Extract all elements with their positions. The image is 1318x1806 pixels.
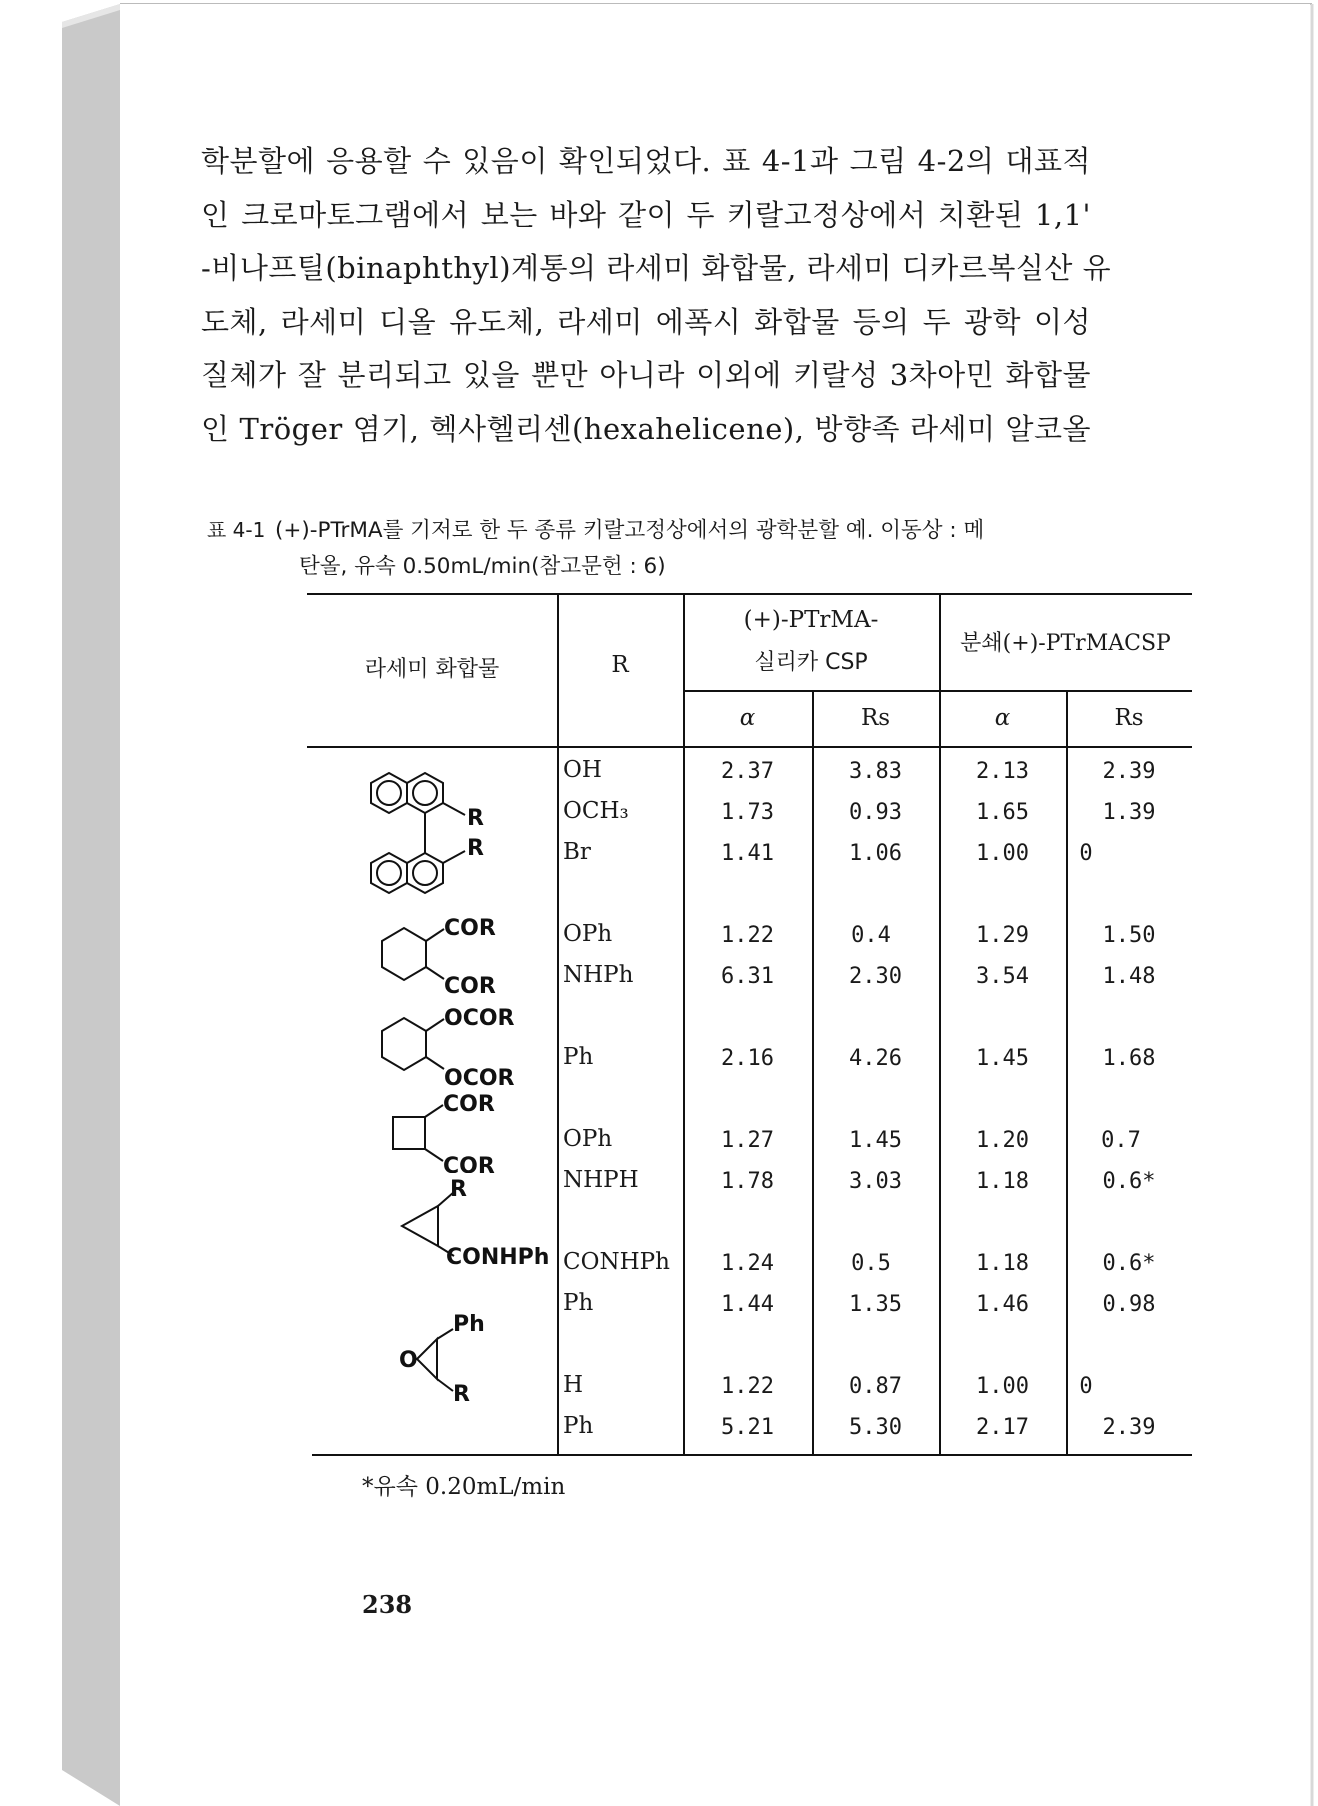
alpha2-cell: 2.13 <box>976 759 1029 784</box>
caption-line-2: 탄올, 유속 0.50mL/min(참고문헌 : 6) <box>299 554 666 579</box>
alpha2-cell: 2.17 <box>976 1415 1029 1440</box>
body-line: 인 크로마토그램에서 보는 바와 같이 두 키랄고정상에서 치환된 1,1' <box>201 197 1091 232</box>
alpha2-cell: 1.00 <box>976 841 1029 866</box>
r-cell: Ph <box>563 1413 594 1439</box>
r-cell: Ph <box>563 1044 594 1070</box>
structure-label: OCOR <box>444 1006 515 1031</box>
structure-label: R <box>467 806 484 831</box>
rs1-cell: 4.26 <box>849 1046 902 1071</box>
alpha1-cell: 1.44 <box>721 1292 774 1317</box>
alpha1-cell: 6.31 <box>721 964 774 989</box>
rs2-cell: 1.50 <box>1102 923 1156 948</box>
header-compound: 라세미 화합물 <box>364 657 500 682</box>
rs2-cell: 1.68 <box>1102 1046 1156 1071</box>
rs1-cell: 1.45 <box>849 1128 902 1153</box>
body-line: 도체, 라세미 디올 유도체, 라세미 에폭시 화합물 등의 두 광학 이성 <box>201 304 1091 339</box>
header-bottom-rule <box>307 746 1192 748</box>
alpha1-cell: 1.22 <box>721 1374 774 1399</box>
table-number: 표 4-1 <box>207 518 266 542</box>
structure-label: R <box>467 836 484 861</box>
alpha2-cell: 1.18 <box>976 1251 1029 1276</box>
alpha1-cell: 1.41 <box>721 841 774 866</box>
alpha2-cell: 1.18 <box>976 1169 1029 1194</box>
header-sub-rule <box>683 690 1192 692</box>
body-line: 학분할에 응용할 수 있음이 확인되었다. 표 4-1과 그림 4-2의 대표적 <box>201 144 1091 178</box>
structure-label: COR <box>443 1093 495 1117</box>
structure-label: R <box>453 1382 470 1407</box>
caption-line-1: (+)-PTrMA를 기저로 한 두 종류 키랄고정상에서의 광학분할 예. 이동상 : 메 <box>275 518 985 543</box>
table-bottom-rule <box>312 1454 1192 1456</box>
r-cell: OPh <box>563 1126 613 1152</box>
alpha1-cell: 1.24 <box>721 1251 774 1276</box>
table-footnote: *유속 0.20mL/min <box>362 1474 566 1500</box>
rs1-cell: 0.93 <box>849 800 902 825</box>
r-cell: OPh <box>563 921 613 947</box>
alpha1-cell: 2.37 <box>721 759 774 784</box>
alpha2-cell: 1.29 <box>976 923 1029 948</box>
rs1-cell: 0.5 <box>851 1251 891 1276</box>
body-paragraph <box>201 135 1112 456</box>
header-alpha: α <box>994 705 1011 731</box>
alpha2-cell: 1.20 <box>976 1128 1029 1153</box>
rs2-cell: 0.7 <box>1101 1128 1141 1153</box>
structure-label: R <box>450 1178 467 1202</box>
rs1-cell: 0.4 <box>851 923 891 948</box>
alpha1-cell: 5.21 <box>721 1415 774 1440</box>
rs1-cell: 1.35 <box>849 1292 902 1317</box>
body-line: -비나프틸(binaphthyl)계통의 라세미 화합물, 라세미 디카르복실산 유 <box>201 251 1112 285</box>
resolution-table <box>307 593 1192 1463</box>
alpha1-cell: 1.22 <box>721 923 774 948</box>
r-cell: Br <box>563 839 591 865</box>
alpha2-cell: 3.54 <box>976 964 1029 989</box>
alpha1-cell: 2.16 <box>721 1046 774 1071</box>
alpha1-cell: 1.78 <box>721 1169 774 1194</box>
rs1-cell: 5.30 <box>849 1415 902 1440</box>
rs1-cell: 1.06 <box>849 841 902 866</box>
alpha2-cell: 1.45 <box>976 1046 1029 1071</box>
structure-cyclohexane-dicarboxylic <box>362 913 562 1003</box>
rs2-cell: 1.39 <box>1102 800 1156 825</box>
r-cell: CONHPh <box>563 1249 670 1275</box>
table-caption <box>207 512 1087 585</box>
structure-label: COR <box>444 974 496 999</box>
structure-cyclohexane-diol-ester <box>362 1003 562 1093</box>
structure-label: CONHPh <box>446 1245 550 1268</box>
r-cell: OCH₃ <box>563 798 629 824</box>
rs1-cell: 2.30 <box>849 964 902 989</box>
rs2-cell: 0 <box>1079 841 1093 866</box>
alpha1-cell: 1.73 <box>721 800 774 825</box>
header-rs: Rs <box>860 705 891 731</box>
rs2-cell: 0.98 <box>1102 1292 1156 1317</box>
rs1-cell: 3.83 <box>849 759 902 784</box>
header-csp2: 분쇄(+)-PTrMACSP <box>960 631 1171 656</box>
rs2-cell: 0 <box>1079 1374 1093 1399</box>
header-alpha: α <box>739 705 756 731</box>
r-cell: NHPh <box>563 962 634 988</box>
rs2-cell: 0.6* <box>1102 1169 1156 1194</box>
structure-cyclopropane <box>392 1178 562 1268</box>
r-cell: Ph <box>563 1290 594 1316</box>
body-line: 인 Tröger 염기, 헥사헬리센(hexahelicene), 방향족 라세미 알코올 <box>201 411 1091 446</box>
alpha2-cell: 1.65 <box>976 800 1029 825</box>
alpha2-cell: 1.00 <box>976 1374 1029 1399</box>
table-top-rule <box>307 593 1192 595</box>
structure-binaphthyl <box>357 753 557 913</box>
rs1-cell: 0.87 <box>849 1374 902 1399</box>
page-number: 238 <box>362 1590 413 1619</box>
structure-label: COR <box>443 1154 495 1173</box>
rs2-cell: 0.6* <box>1102 1251 1156 1276</box>
rs2-cell: 1.48 <box>1102 964 1156 989</box>
header-rs: Rs <box>1114 705 1144 731</box>
header-r: R <box>611 652 629 678</box>
header-csp1-line2: 실리카 CSP <box>754 650 868 675</box>
rs2-cell: 2.39 <box>1102 759 1156 784</box>
body-line: 질체가 잘 분리되고 있을 뿐만 아니라 이외에 키랄성 3차아민 화합물 <box>201 358 1091 392</box>
header-csp1-line1: (+)-PTrMA- <box>743 607 879 633</box>
r-cell: H <box>563 1372 584 1398</box>
rs2-cell: 2.39 <box>1102 1415 1156 1440</box>
rs1-cell: 3.03 <box>849 1169 902 1194</box>
structure-label: O <box>399 1348 418 1373</box>
structure-cyclobutane <box>377 1093 557 1173</box>
r-cell: OH <box>563 757 602 783</box>
structure-label: COR <box>444 916 496 941</box>
structure-label: OCOR <box>444 1066 515 1091</box>
r-cell: NHPH <box>563 1167 639 1193</box>
alpha1-cell: 1.27 <box>721 1128 774 1153</box>
structure-epoxide <box>387 1311 557 1411</box>
alpha2-cell: 1.46 <box>976 1292 1029 1317</box>
structure-label: Ph <box>453 1312 485 1337</box>
